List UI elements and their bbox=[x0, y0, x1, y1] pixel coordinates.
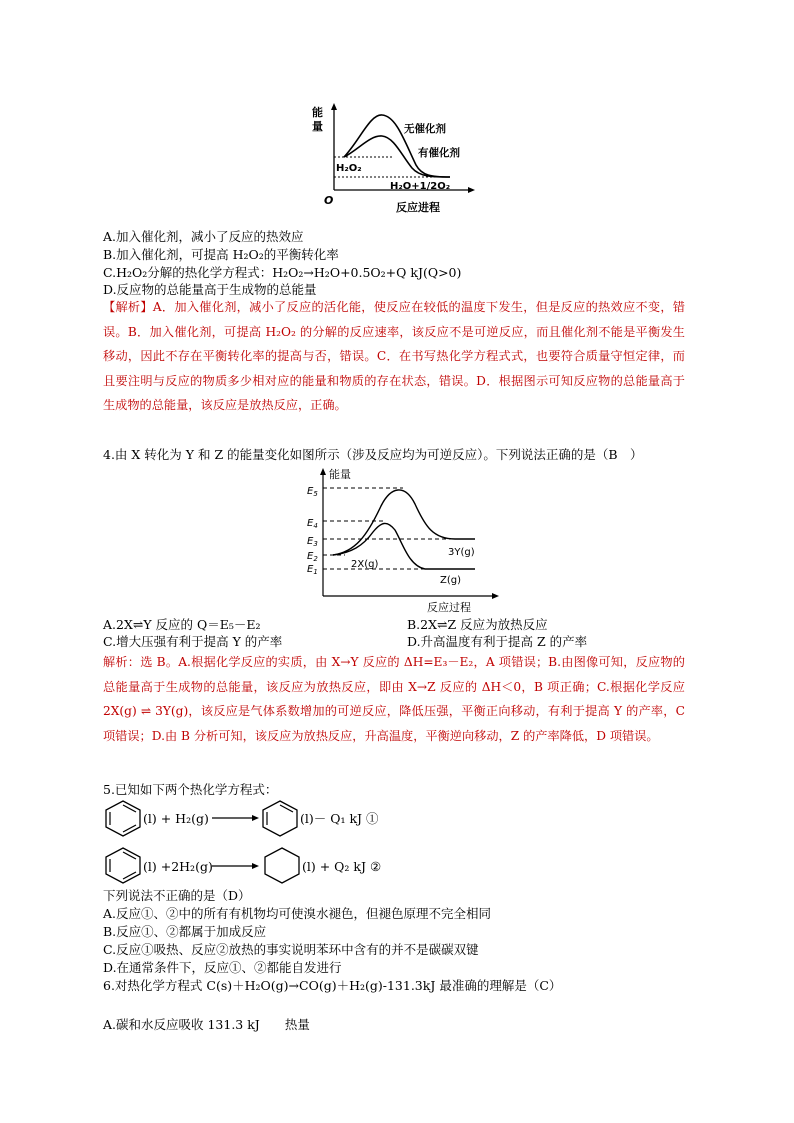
q4-option-c: C.增大压强有利于提高 Y 的产率 bbox=[103, 634, 283, 649]
q4-option-b: B.2X⇌Z 反应为放热反应 bbox=[407, 617, 548, 632]
fig1-origin: O bbox=[324, 194, 334, 207]
q5-option-a: A.反应①、②中的所有有机物均可使溴水褪色，但褪色原理不完全相同 bbox=[103, 906, 492, 921]
arrow-2 bbox=[212, 860, 260, 872]
q5-option-d: D.在通常条件下，反应①、②都能自发进行 bbox=[103, 960, 342, 975]
energy-diagram-h2o2 bbox=[300, 100, 480, 216]
q4-option-a: A.2X⇌Y 反应的 Q＝E₅－E₂ bbox=[103, 617, 261, 632]
q4-option-d: D.升高温度有利于提高 Z 的产率 bbox=[407, 634, 588, 649]
fig2-xlabel: 反应过程 bbox=[427, 601, 471, 614]
benzene-ring-2 bbox=[103, 846, 143, 884]
benzene-ring-1 bbox=[103, 799, 143, 837]
q3-analysis: 【解析】A．加入催化剂，减小了反应的活化能，使反应在较低的温度下发生，但是反应的热效应不变，错误。B．加入催化剂，可提高 H₂O₂ 的分解的反应速率，该反应不是可逆反应，而且催化剂不能是平衡发生移动，因此不存在平衡转化率的提高与否，错误。C．在书写热化学方程式式，也要符合质量守恒定律，而且要注明与反应的物质多少相对应的能量和物质的存在状态，错误。D．根据图示可知反应物的总能量高于生成物的总能量，该反应是放热反应，正确。 bbox=[103, 300, 685, 412]
fig1-ylabel-2: 量 bbox=[312, 120, 323, 133]
curve-x-to-y bbox=[333, 490, 475, 555]
q5-option-b: B.反应①、②都属于加成反应 bbox=[103, 924, 267, 939]
fig1-ylabel-1: 能 bbox=[312, 106, 323, 119]
arrow-1 bbox=[212, 812, 260, 824]
q6-option-a: A.碳和水反应吸收 131.3 kJ 热量 bbox=[103, 1017, 310, 1032]
q6-stem: 6.对热化学方程式 C(s)＋H₂O(g)→CO(g)＋H₂(g)-131.3kJ 最准确的理解是（C） bbox=[103, 978, 562, 993]
fig2-label-2x: 2X(g) bbox=[351, 559, 379, 570]
fig1-label-catalyst: 有催化剂 bbox=[418, 147, 460, 159]
fig1-label-no-catalyst: 无催化剂 bbox=[404, 123, 446, 135]
q5-option-c: C.反应①吸热、反应②放热的事实说明苯环中含有的并不是碳碳双键 bbox=[103, 942, 479, 957]
cyclohexadiene-ring bbox=[260, 799, 300, 837]
level-e5: $E_5$ bbox=[307, 486, 318, 498]
q3-option-a: A.加入催化剂，减小了反应的热效应 bbox=[103, 229, 304, 244]
level-e1: $E_1$ bbox=[307, 564, 318, 576]
level-e2: $E_2$ bbox=[307, 551, 318, 563]
fig2-label-3y: 3Y(g) bbox=[448, 547, 475, 558]
fig2-label-z: Z(g) bbox=[440, 575, 462, 586]
q5-question: 下列说法不正确的是（D） bbox=[103, 888, 251, 903]
level-e3: $E_3$ bbox=[307, 536, 318, 548]
energy-diagram-xyz bbox=[305, 466, 505, 616]
fig2-ylabel: 能量 bbox=[329, 468, 351, 481]
q5-eq1-product: (l)－ Q₁ kJ ① bbox=[300, 811, 379, 826]
q5-eq2-product: (l) + Q₂ kJ ② bbox=[302, 859, 382, 874]
fig1-label-reactant: H₂O₂ bbox=[336, 163, 362, 174]
fig1-xlabel: 反应进程 bbox=[396, 201, 440, 214]
q5-stem: 5.已知如下两个热化学方程式： bbox=[103, 782, 278, 797]
q3-option-d: D.反应物的总能量高于生成物的总能量 bbox=[103, 282, 317, 297]
q3-option-b: B.加入催化剂，可提高 H₂O₂的平衡转化率 bbox=[103, 247, 339, 262]
q3-option-c: C.H₂O₂分解的热化学方程式：H₂O₂→H₂O+0.5O₂+Q kJ(Q>0) bbox=[103, 265, 462, 280]
level-e4: $E_4$ bbox=[307, 518, 318, 530]
cyclohexane-ring bbox=[262, 846, 302, 884]
fig1-label-product: H₂O+1/2O₂ bbox=[390, 181, 451, 192]
q5-eq1-reactant: (l) + H₂(g) bbox=[143, 811, 209, 826]
q4-stem: 4.由 X 转化为 Y 和 Z 的能量变化如图所示（涉及反应均为可逆反应）。下列说法正确的是（B ） bbox=[103, 447, 643, 462]
q5-eq2-reactant: (l) +2H₂(g) bbox=[143, 859, 213, 874]
q4-analysis: 解析：选 B。A.根据化学反应的实质，由 X→Y 反应的 ΔH=E₃－E₂，A 项错误；B.由图像可知，反应物的总能量高于生成物的总能量，该反应为放热反应，即由 X→Z 反应的 ΔH＜0，B 项正确；C.根据化学反应 2X(g) ⇌ 3Y(g)，该反应是气体系数增加的可逆反应，降低压强，平衡正向移动，有利于提高 Y 的产率，C 项错误；D.由 B 分析可知，该反应为放热反应，升高温度，平衡逆向移动，Z 的产率降低，D 项错误。 bbox=[103, 655, 685, 743]
